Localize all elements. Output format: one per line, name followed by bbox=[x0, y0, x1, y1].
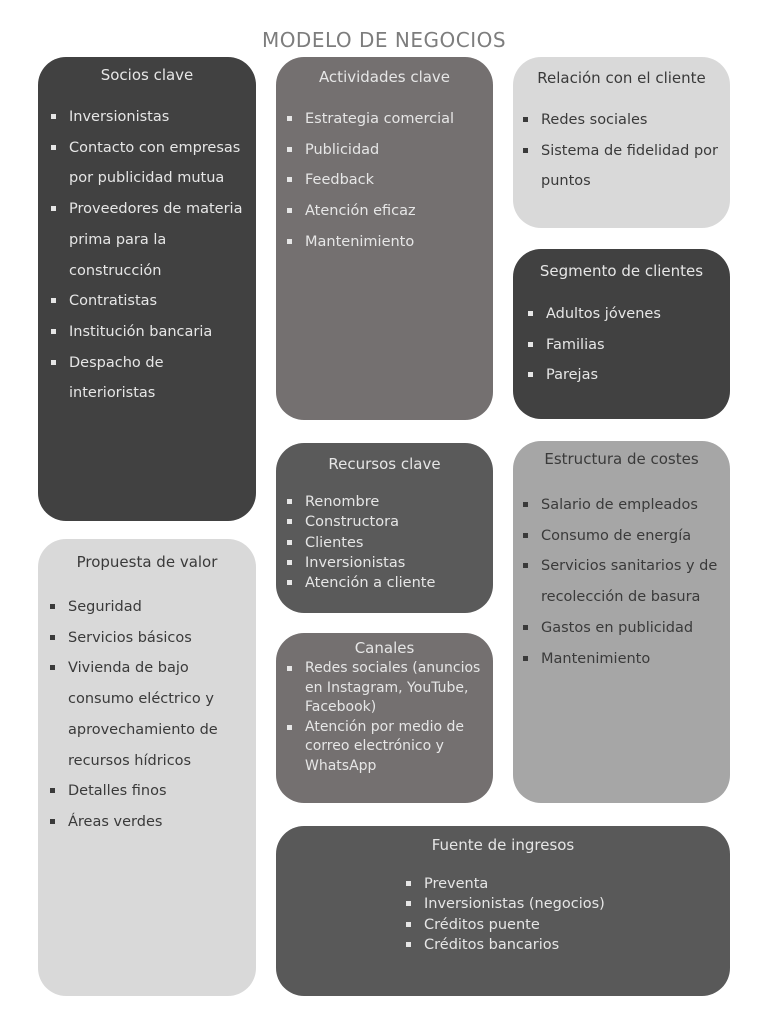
list-item: Atención eficaz bbox=[305, 196, 493, 227]
list-item: Créditos puente bbox=[424, 915, 730, 935]
list-item: Feedback bbox=[305, 165, 493, 196]
list-item: Proveedores de materia prima para la construcción bbox=[69, 194, 249, 286]
list-item: Mantenimiento bbox=[541, 644, 721, 675]
item-list bbox=[305, 104, 493, 258]
card-title: Canales bbox=[354, 639, 415, 657]
list-item: Atención por medio de correo electrónico y WhatsApp bbox=[305, 718, 485, 777]
list-item: Gastos en publicidad bbox=[541, 613, 721, 644]
card-propuesta-valor bbox=[38, 539, 256, 996]
item-list bbox=[424, 874, 730, 955]
list-item: Familias bbox=[546, 330, 730, 361]
card-segmento-clientes bbox=[513, 249, 730, 419]
list-item: Seguridad bbox=[68, 592, 238, 623]
list-item: Renombre bbox=[305, 492, 493, 512]
list-item: Créditos bancarios bbox=[424, 935, 730, 955]
item-list bbox=[69, 102, 249, 409]
list-item: Detalles finos bbox=[68, 776, 238, 807]
page-title: MODELO DE NEGOCIOS bbox=[261, 28, 507, 53]
list-item: Constructora bbox=[305, 512, 493, 532]
card-title: Fuente de ingresos bbox=[431, 836, 575, 854]
list-item: Despacho de interioristas bbox=[69, 348, 249, 409]
list-item: Clientes bbox=[305, 533, 493, 553]
item-list bbox=[305, 659, 485, 776]
list-item: Áreas verdes bbox=[68, 807, 238, 838]
item-list bbox=[541, 105, 721, 197]
card-actividades-clave bbox=[276, 57, 493, 420]
list-item: Servicios sanitarios y de recolección de basura bbox=[541, 551, 721, 612]
list-item: Adultos jóvenes bbox=[546, 299, 730, 330]
list-item: Estrategia comercial bbox=[305, 104, 493, 135]
list-item: Atención a cliente bbox=[305, 573, 493, 593]
item-list bbox=[305, 492, 493, 593]
list-item: Sistema de fidelidad por puntos bbox=[541, 136, 721, 197]
list-item: Inversionistas bbox=[305, 553, 493, 573]
card-canales bbox=[276, 633, 493, 803]
list-item: Salario de empleados bbox=[541, 490, 721, 521]
item-list bbox=[68, 592, 238, 838]
list-item: Publicidad bbox=[305, 135, 493, 166]
card-title: Relación con el cliente bbox=[537, 69, 706, 87]
list-item: Mantenimiento bbox=[305, 227, 493, 258]
list-item: Parejas bbox=[546, 360, 730, 391]
card-title: Segmento de clientes bbox=[539, 262, 704, 280]
list-item: Redes sociales bbox=[541, 105, 721, 136]
card-socios-clave bbox=[38, 57, 256, 521]
card-recursos-clave bbox=[276, 443, 493, 613]
card-relacion-cliente bbox=[513, 57, 730, 228]
list-item: Institución bancaria bbox=[69, 317, 249, 348]
list-item: Contacto con empresas por publicidad mutua bbox=[69, 133, 249, 194]
item-list bbox=[541, 490, 721, 674]
list-item: Contratistas bbox=[69, 286, 249, 317]
card-title: Estructura de costes bbox=[544, 450, 699, 468]
list-item: Inversionistas bbox=[69, 102, 249, 133]
card-title: Actividades clave bbox=[318, 68, 451, 86]
list-item: Inversionistas (negocios) bbox=[424, 894, 730, 914]
card-estructura-costes bbox=[513, 441, 730, 803]
card-fuente-ingresos bbox=[276, 826, 730, 996]
list-item: Redes sociales (anuncios en Instagram, YouTube, Facebook) bbox=[305, 659, 485, 718]
item-list bbox=[546, 299, 730, 391]
list-item: Servicios básicos bbox=[68, 623, 238, 654]
list-item: Vivienda de bajo consumo eléctrico y aprovechamiento de recursos hídricos bbox=[68, 653, 238, 776]
list-item: Preventa bbox=[424, 874, 730, 894]
card-title: Recursos clave bbox=[328, 455, 441, 473]
card-title: Socios clave bbox=[100, 66, 194, 84]
list-item: Consumo de energía bbox=[541, 521, 721, 552]
card-title: Propuesta de valor bbox=[76, 553, 218, 571]
